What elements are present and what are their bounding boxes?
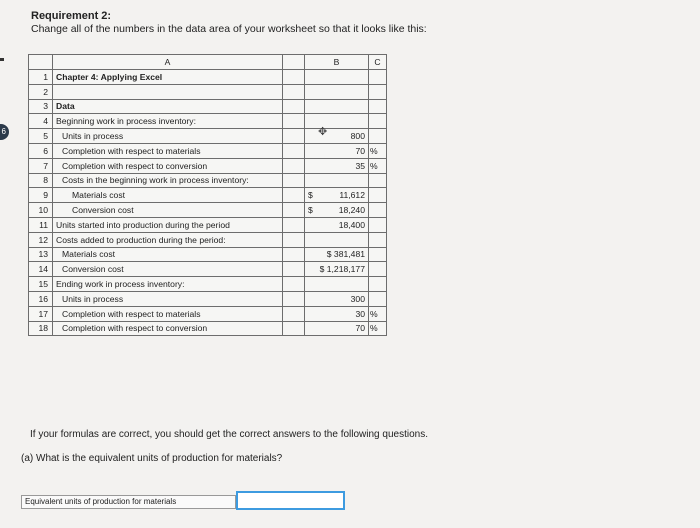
cell-a[interactable]: Units in process <box>53 129 283 144</box>
table-row <box>29 70 387 85</box>
table-row <box>29 173 387 188</box>
question-a: (a) What is the equivalent units of production for materials? <box>21 453 283 464</box>
cell-a[interactable]: Completion with respect to conversion <box>53 158 283 173</box>
table-row <box>29 99 387 114</box>
cell-b[interactable]: 35 <box>305 158 369 173</box>
row-number: 2 <box>29 84 53 99</box>
table-row <box>29 291 387 306</box>
cell-gap <box>283 158 305 173</box>
column-header-c: C <box>369 55 387 70</box>
cell-c[interactable] <box>369 232 387 247</box>
cell-gap <box>283 114 305 129</box>
cell-b[interactable] <box>305 188 369 203</box>
cell-gap <box>283 291 305 306</box>
cell-c[interactable] <box>369 247 387 262</box>
table-row <box>29 232 387 247</box>
row-number: 12 <box>29 232 53 247</box>
cell-c[interactable] <box>369 70 387 85</box>
requirement-description: Change all of the numbers in the data area of your worksheet so that it looks like this: <box>31 23 427 35</box>
cell-a[interactable]: Conversion cost <box>53 262 283 277</box>
answer-input[interactable] <box>236 491 345 510</box>
cell-b[interactable] <box>305 84 369 99</box>
table-row <box>29 114 387 129</box>
corner-cell <box>29 55 53 70</box>
row-number: 3 <box>29 99 53 114</box>
row-number: 9 <box>29 188 53 203</box>
row-number: 16 <box>29 291 53 306</box>
cell-a[interactable]: Costs added to production during the period: <box>53 232 283 247</box>
cell-gap <box>283 188 305 203</box>
cell-c[interactable] <box>369 84 387 99</box>
cell-b[interactable]: 300 <box>305 291 369 306</box>
table-row <box>29 217 387 232</box>
cell-c[interactable]: % <box>369 321 387 336</box>
cell-b[interactable] <box>305 277 369 292</box>
questions-intro: If your formulas are correct, you should get the correct answers to the following questions. <box>30 429 428 440</box>
cell-b[interactable]: $ 381,481 <box>305 247 369 262</box>
cell-a[interactable]: Data <box>53 99 283 114</box>
table-row <box>29 306 387 321</box>
row-number: 7 <box>29 158 53 173</box>
row-number: 4 <box>29 114 53 129</box>
cell-c[interactable]: % <box>369 143 387 158</box>
cell-gap <box>283 306 305 321</box>
cell-a[interactable]: Units in process <box>53 291 283 306</box>
side-badge: 6 <box>0 124 9 140</box>
cell-gap <box>283 203 305 218</box>
cell-a[interactable] <box>53 84 283 99</box>
column-header-gap <box>283 55 305 70</box>
table-row <box>29 143 387 158</box>
cell-gap <box>283 70 305 85</box>
table-row <box>29 188 387 203</box>
cell-b[interactable] <box>305 70 369 85</box>
table-row <box>29 262 387 277</box>
table-row <box>29 277 387 292</box>
cell-c[interactable]: % <box>369 158 387 173</box>
cell-c[interactable] <box>369 277 387 292</box>
cell-c[interactable] <box>369 262 387 277</box>
cell-a[interactable]: Units started into production during the period <box>53 217 283 232</box>
table-row <box>29 321 387 336</box>
cell-gap <box>283 321 305 336</box>
cell-a[interactable]: Conversion cost <box>53 203 283 218</box>
cell-a[interactable]: Ending work in process inventory: <box>53 277 283 292</box>
currency-symbol: $ <box>308 205 313 216</box>
cell-b[interactable]: 800 <box>305 129 369 144</box>
cell-b[interactable]: 18,400 <box>305 217 369 232</box>
cell-a[interactable]: Completion with respect to conversion <box>53 321 283 336</box>
cell-gap <box>283 232 305 247</box>
requirement-title: Requirement 2: <box>31 10 112 22</box>
row-number: 13 <box>29 247 53 262</box>
row-number: 18 <box>29 321 53 336</box>
cell-b[interactable] <box>305 232 369 247</box>
cell-a[interactable]: Completion with respect to materials <box>53 306 283 321</box>
row-number: 11 <box>29 217 53 232</box>
cell-b-value: 11,612 <box>339 190 365 201</box>
cell-gap <box>283 129 305 144</box>
answer-label: Equivalent units of production for materials <box>21 495 236 509</box>
cell-a[interactable]: Beginning work in process inventory: <box>53 114 283 129</box>
cell-c[interactable] <box>369 203 387 218</box>
row-number: 1 <box>29 70 53 85</box>
cell-a[interactable]: Completion with respect to materials <box>53 143 283 158</box>
column-header-a: A <box>53 55 283 70</box>
table-row <box>29 203 387 218</box>
row-number: 14 <box>29 262 53 277</box>
cell-c[interactable]: % <box>369 306 387 321</box>
row-number: 17 <box>29 306 53 321</box>
cell-c[interactable] <box>369 114 387 129</box>
cell-c[interactable] <box>369 173 387 188</box>
cell-b[interactable] <box>305 203 369 218</box>
cell-b[interactable]: 30 <box>305 306 369 321</box>
cell-gap <box>283 84 305 99</box>
row-number: 15 <box>29 277 53 292</box>
worksheet-table <box>28 54 387 336</box>
cell-gap <box>283 99 305 114</box>
cell-c[interactable] <box>369 129 387 144</box>
cell-b[interactable]: 70 <box>305 321 369 336</box>
cell-a[interactable]: Chapter 4: Applying Excel <box>53 70 283 85</box>
table-row <box>29 129 387 144</box>
cell-b[interactable]: $ 1,218,177 <box>305 262 369 277</box>
table-row <box>29 84 387 99</box>
cell-b[interactable] <box>305 114 369 129</box>
table-row <box>29 158 387 173</box>
cell-c[interactable] <box>369 291 387 306</box>
cell-b[interactable] <box>305 173 369 188</box>
cell-gap <box>283 262 305 277</box>
cell-b[interactable]: 70 <box>305 143 369 158</box>
cell-c[interactable] <box>369 217 387 232</box>
cell-a[interactable]: Materials cost <box>53 188 283 203</box>
cell-b[interactable] <box>305 99 369 114</box>
row-number: 10 <box>29 203 53 218</box>
row-number: 8 <box>29 173 53 188</box>
table-row <box>29 247 387 262</box>
row-number: 6 <box>29 143 53 158</box>
cell-gap <box>283 173 305 188</box>
cell-a[interactable]: Materials cost <box>53 247 283 262</box>
cell-a[interactable]: Costs in the beginning work in process inventory: <box>53 173 283 188</box>
column-header-b: B <box>305 55 369 70</box>
cell-gap <box>283 277 305 292</box>
cell-b-value: 18,240 <box>338 205 365 216</box>
cell-gap <box>283 247 305 262</box>
move-cursor-icon: ✥ <box>318 126 328 138</box>
left-tick <box>0 58 4 61</box>
cell-c[interactable] <box>369 188 387 203</box>
cell-c[interactable] <box>369 99 387 114</box>
cell-gap <box>283 217 305 232</box>
column-header-row <box>29 55 387 70</box>
cell-gap <box>283 143 305 158</box>
row-number: 5 <box>29 129 53 144</box>
currency-symbol: $ <box>308 190 313 201</box>
